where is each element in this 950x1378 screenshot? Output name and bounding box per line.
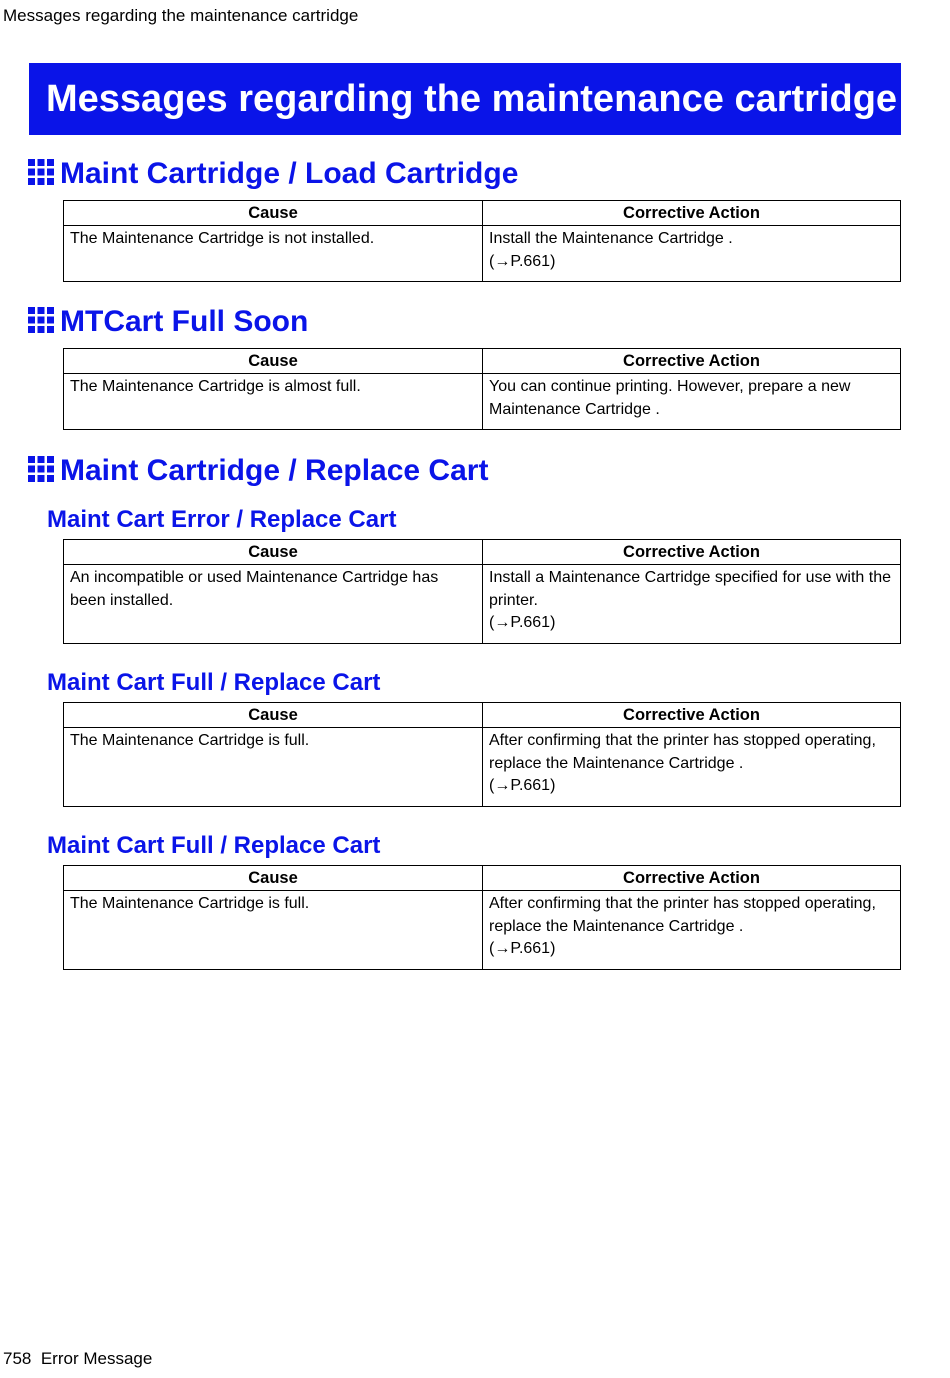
message-table-error xyxy=(63,539,901,644)
subsection-heading-full: Maint Cart Full / Replace Cart xyxy=(47,669,381,696)
message-table-full-soon xyxy=(63,348,901,430)
running-footer xyxy=(3,1349,152,1369)
cause-cell: The Maintenance Cartridge is almost full. xyxy=(64,374,483,430)
message-table-load-cartridge xyxy=(63,200,901,282)
section-heading-text: Maint Cartridge / Replace Cart xyxy=(60,454,489,487)
table-row xyxy=(64,374,901,430)
action-cell xyxy=(483,728,901,807)
grid-icon xyxy=(28,159,54,185)
action-text: After confirming that the printer has stopped operating, replace the Maintenance Cartridge . xyxy=(489,732,876,772)
page-reference-link[interactable]: (→P.661) xyxy=(489,252,556,270)
table-row xyxy=(64,891,901,970)
page-title-bar: Messages regarding the maintenance cartridge xyxy=(29,63,901,135)
action-cell xyxy=(483,374,901,430)
action-text: You can continue printing. However, prepare a new Maintenance Cartridge . xyxy=(489,378,851,418)
column-header-cause: Cause xyxy=(64,349,483,374)
section-heading-full-soon xyxy=(28,304,308,340)
message-table-full xyxy=(63,702,901,807)
cause-cell: The Maintenance Cartridge is not installed. xyxy=(64,226,483,282)
subsection-heading-full-2: Maint Cart Full / Replace Cart xyxy=(47,832,381,859)
column-header-cause: Cause xyxy=(64,703,483,728)
table-row xyxy=(64,728,901,807)
grid-icon xyxy=(28,307,54,333)
page-reference-link[interactable]: (→P.661) xyxy=(489,614,556,631)
page-reference-link[interactable]: (→P.661) xyxy=(489,940,556,957)
section-heading-replace-cart xyxy=(28,453,488,489)
section-heading-text: MTCart Full Soon xyxy=(60,305,309,338)
section-heading-text: Maint Cartridge / Load Cartridge xyxy=(60,157,519,190)
column-header-action: Corrective Action xyxy=(483,540,901,565)
action-cell xyxy=(483,891,901,970)
cause-cell: The Maintenance Cartridge is full. xyxy=(64,728,483,807)
column-header-cause: Cause xyxy=(64,201,483,226)
column-header-action: Corrective Action xyxy=(483,703,901,728)
action-text: Install a Maintenance Cartridge specified for use with the printer. xyxy=(489,569,891,609)
running-header: Messages regarding the maintenance cartridge xyxy=(3,6,359,25)
grid-icon xyxy=(28,456,54,482)
page-number: 758 xyxy=(3,1349,32,1368)
footer-section-name: Error Message xyxy=(40,1349,153,1368)
table-row xyxy=(64,565,901,644)
table-row xyxy=(64,226,901,282)
page-reference-link[interactable]: (→P.661) xyxy=(489,777,556,794)
column-header-action: Corrective Action xyxy=(483,201,901,226)
column-header-cause: Cause xyxy=(64,540,483,565)
column-header-action: Corrective Action xyxy=(483,866,901,891)
cause-cell: An incompatible or used Maintenance Cartridge has been installed. xyxy=(64,565,483,644)
section-heading-load-cartridge xyxy=(28,156,518,192)
action-cell xyxy=(483,226,901,282)
action-text: After confirming that the printer has stopped operating, replace the Maintenance Cartridge . xyxy=(489,895,876,935)
cause-cell: The Maintenance Cartridge is full. xyxy=(64,891,483,970)
column-header-action: Corrective Action xyxy=(483,349,901,374)
column-header-cause: Cause xyxy=(64,866,483,891)
subsection-heading-error: Maint Cart Error / Replace Cart xyxy=(47,506,397,533)
message-table-full-2 xyxy=(63,865,901,970)
action-text: Install the Maintenance Cartridge . xyxy=(489,230,733,247)
action-cell xyxy=(483,565,901,644)
